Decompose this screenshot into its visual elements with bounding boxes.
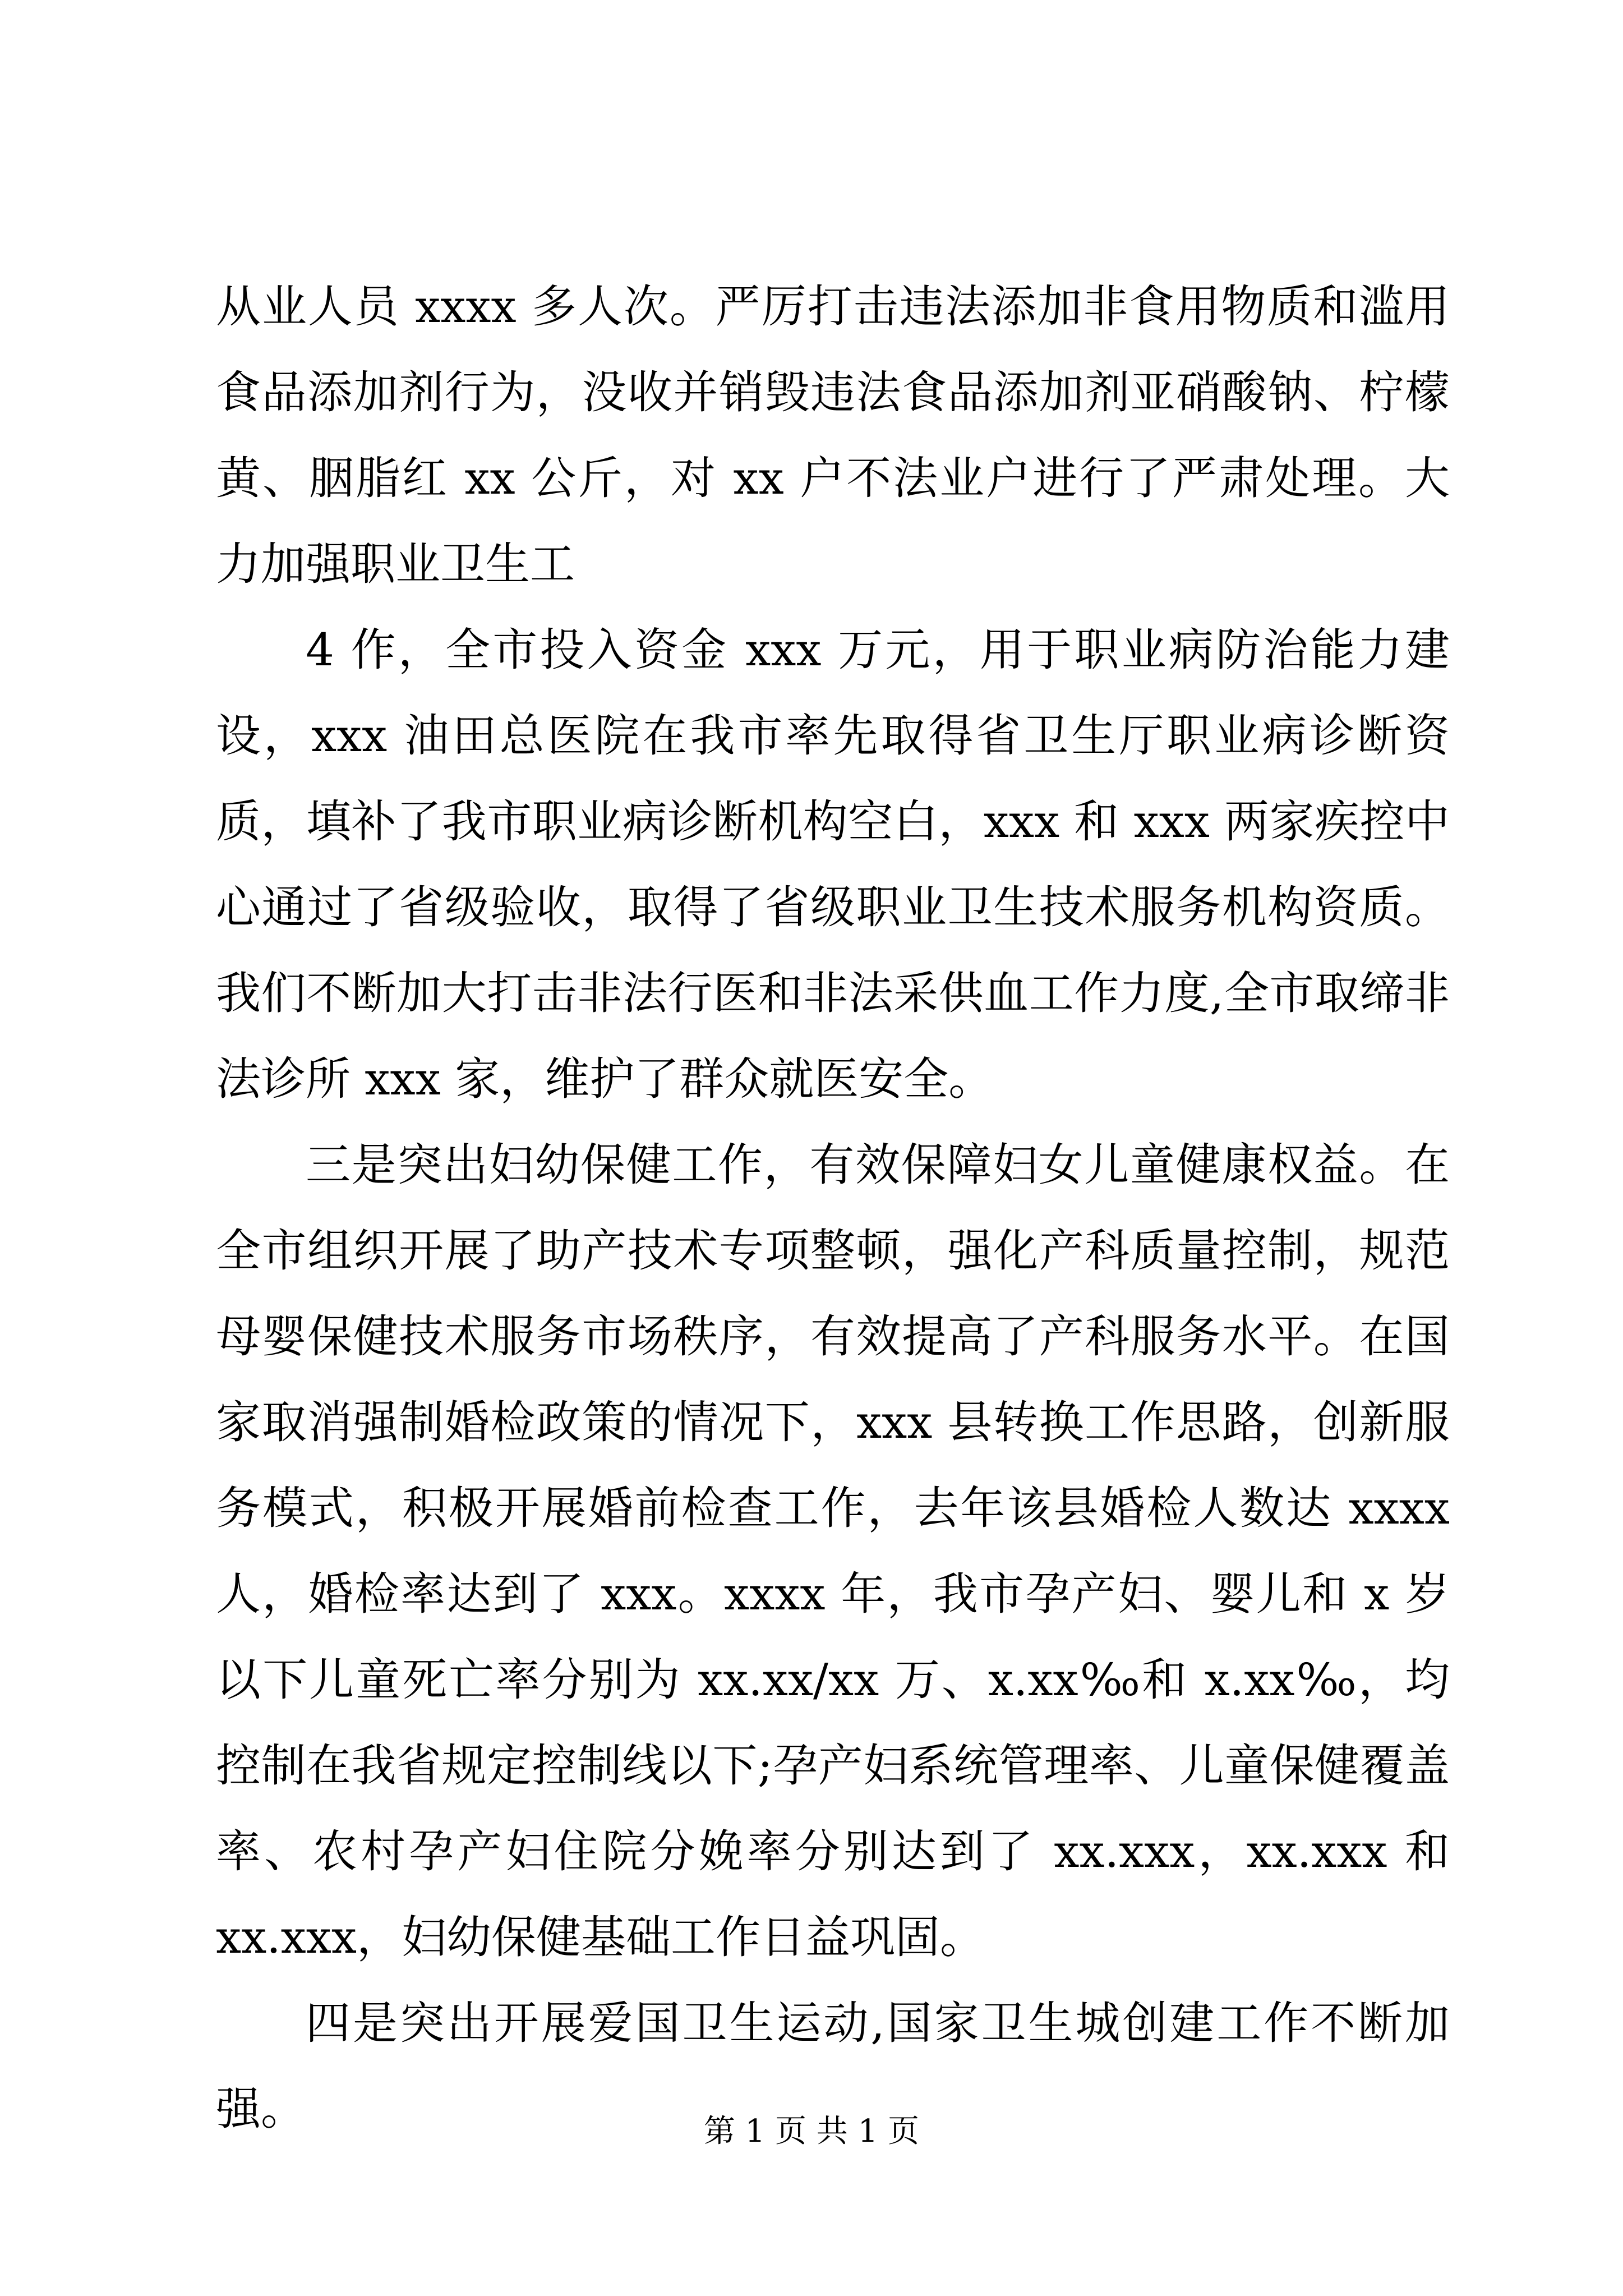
page-number-label: 第 1 页 共 1 页 <box>703 2113 920 2150</box>
text-line: 级验收，取得了省级职业卫生技术服务机构资质。我们不断加大 <box>216 881 1450 1019</box>
text-line: 积极开展婚前检查工作，去年该县婚检人数达 xxxx 人，婚检率 <box>216 1482 1450 1620</box>
paragraph-1 <box>216 264 1450 607</box>
text-line: 三是突出妇幼保健工作，有效保障妇女儿童健康权益。在全 <box>216 1139 1450 1277</box>
text-line: 四是突出开展爱国卫生运动,国家卫生城创建工作不断加强。 <box>216 1997 1450 2135</box>
text-line: 保健技术服务市场秩序，有效提高了产科服务水平。在国家取消 <box>216 1310 1450 1448</box>
text-line: 分娩率分别达到了 xx.xxx，xx.xxx 和 xx.xxx，妇幼保健基础工 <box>216 1825 1450 1963</box>
text-line: 品添加剂行为，没收并销毁违法食品添加剂亚硝酸钠、柠檬黄、 <box>216 366 1450 504</box>
paragraph-2 <box>216 607 1450 1122</box>
text-line: 业卫生工 <box>395 538 575 590</box>
text-line: 强制婚检政策的情况下，xxx 县转换工作思路，创新服务模式， <box>216 1396 1450 1534</box>
text-line: 维护了群众就医安全。 <box>545 1053 994 1105</box>
text-line: 打击非法行医和非法采供血工作力度,全市取缔非法诊所 xxx 家， <box>216 967 1450 1105</box>
text-line: xxx 油田总医院在我市率先取得省卫生厅职业病诊断资质，填补 <box>216 710 1450 848</box>
text-line: 4 作，全市投入资金 xxx 万元，用于职业病防治能力建设， <box>216 624 1450 762</box>
text-line: 分别为 xx.xx/xx 万、x.xx‰和 x.xx‰，均控制在我省规定控制 <box>216 1654 1450 1792</box>
text-line: 线以下;孕产妇系统管理率、儿童保健覆盖率、农村孕产妇住院 <box>216 1740 1450 1878</box>
text-line: 胭脂红 xx 公斤，对 xx 户不法业户进行了严肃处理。大力加强职 <box>216 452 1450 590</box>
text-line: 了我市职业病诊断机构空白，xxx 和 xxx 两家疾控中心通过了省 <box>216 795 1450 933</box>
paragraph-3 <box>216 1122 1450 1980</box>
document-body <box>216 264 1450 2152</box>
page-footer <box>0 2109 1623 2154</box>
text-line: 从业人员 xxxx 多人次。严厉打击违法添加非食用物质和滥用食 <box>216 280 1450 418</box>
text-line: 作日益巩固。 <box>716 1911 985 1963</box>
text-line: 市组织开展了助产技术专项整顿，强化产科质量控制，规范母婴 <box>216 1225 1450 1363</box>
text-line: 达到了 xxx。xxxx 年，我市孕产妇、婴儿和 x 岁以下儿童死亡率 <box>216 1568 1450 1706</box>
